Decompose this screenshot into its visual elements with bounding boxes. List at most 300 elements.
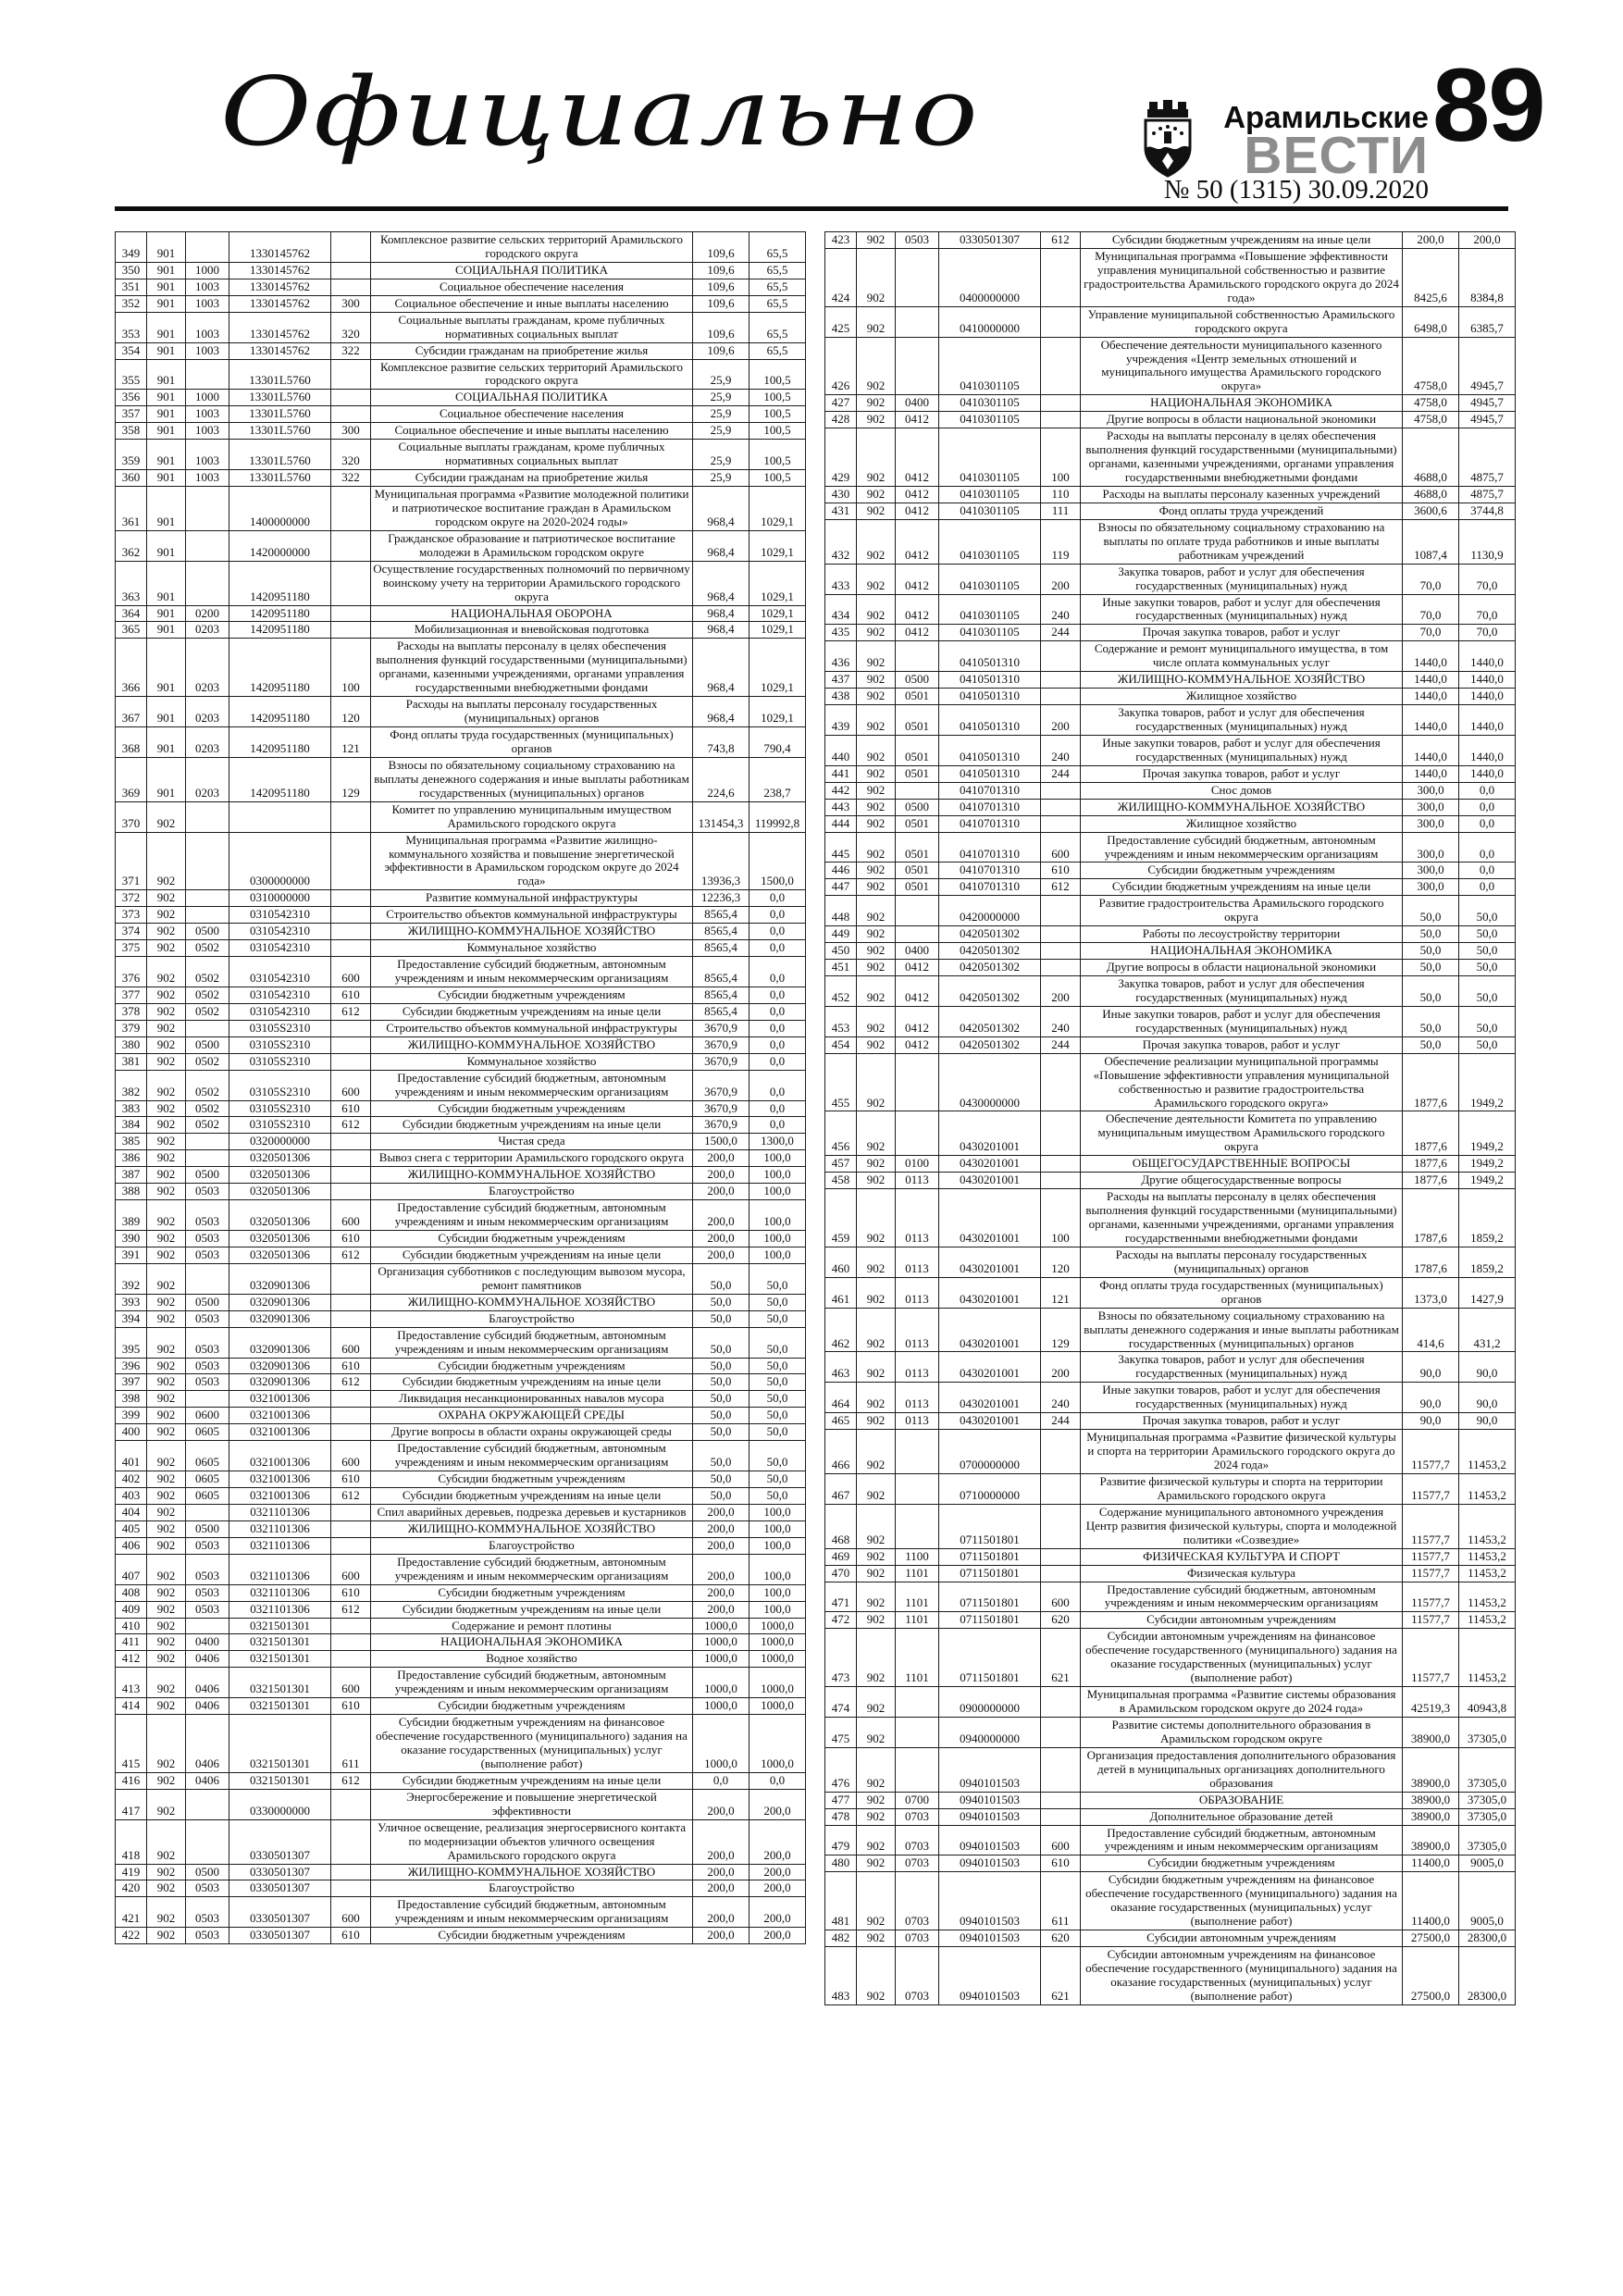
section-code (186, 1789, 229, 1819)
amount-col-1: 200,0 (693, 1928, 750, 1944)
amount-col-1: 8565,4 (693, 907, 750, 924)
row-number: 349 (116, 232, 147, 263)
expense-type-code (1041, 1473, 1081, 1504)
description: Расходы на выплаты персоналу в целях обеспечения выполнения функций государственными (муниципальными) органами, казенными учреждениями, органами управления государственными внебюджетными фондами (1081, 1189, 1403, 1247)
amount-col-1: 200,0 (693, 1864, 750, 1880)
amount-col-1: 1440,0 (1403, 765, 1459, 782)
expense-type-code (1041, 799, 1081, 815)
target-article-code: 0410701310 (939, 815, 1041, 832)
expense-type-code: 612 (331, 1772, 371, 1789)
amount-col-2: 50,0 (750, 1424, 806, 1441)
section-code (186, 232, 229, 263)
target-article-code: 1420951180 (229, 605, 331, 622)
section-code: 1003 (186, 440, 229, 470)
section-code (186, 890, 229, 907)
amount-col-2: 0,0 (750, 1003, 806, 1020)
amount-col-1: 50,0 (1403, 960, 1459, 976)
target-article-code: 0420501302 (939, 976, 1041, 1007)
budget-table-row (116, 1294, 806, 1310)
amount-col-1: 200,0 (693, 1167, 750, 1184)
row-number: 397 (116, 1374, 147, 1391)
budget-table-row (825, 1006, 1516, 1036)
budget-table-row (825, 1156, 1516, 1173)
expense-type-code: 200 (1041, 976, 1081, 1007)
description: Развитие физической культуры и спорта на территории Арамильского городского округа (1081, 1473, 1403, 1504)
grbs-code: 902 (857, 1629, 896, 1687)
budget-table-row (825, 735, 1516, 765)
amount-col-2: 1440,0 (1459, 689, 1516, 705)
grbs-code: 902 (857, 1747, 896, 1792)
target-article-code: 0330501307 (229, 1864, 331, 1880)
target-article-code: 0900000000 (939, 1687, 1041, 1718)
amount-col-2: 65,5 (750, 295, 806, 312)
grbs-code: 902 (147, 1020, 186, 1036)
section-code: 0203 (186, 757, 229, 801)
section-code: 0406 (186, 1651, 229, 1668)
section-code: 0500 (186, 1167, 229, 1184)
row-number: 379 (116, 1020, 147, 1036)
grbs-code: 901 (147, 470, 186, 487)
budget-table-row (825, 1430, 1516, 1474)
description: СОЦИАЛЬНАЯ ПОЛИТИКА (371, 390, 693, 406)
description: Мобилизационная и вневойсковая подготовка (371, 622, 693, 639)
grbs-code: 902 (857, 594, 896, 625)
grbs-code: 901 (147, 639, 186, 697)
amount-col-2: 1029,1 (750, 639, 806, 697)
section-code (896, 1504, 939, 1548)
section-code: 0406 (186, 1698, 229, 1715)
amount-col-1: 300,0 (1403, 879, 1459, 896)
description: Социальные выплаты гражданам, кроме публичных нормативных социальных выплат (371, 440, 693, 470)
amount-col-2: 11453,2 (1459, 1629, 1516, 1687)
section-code: 0501 (896, 879, 939, 896)
amount-col-2: 1029,1 (750, 487, 806, 531)
grbs-code: 902 (857, 1872, 896, 1930)
amount-col-2: 50,0 (750, 1471, 806, 1488)
description: Субсидии бюджетным учреждениям на иные цели (371, 1003, 693, 1020)
target-article-code: 0321501301 (229, 1618, 331, 1634)
expense-type-code: 610 (331, 1100, 371, 1117)
expense-type-code: 600 (331, 1441, 371, 1471)
row-number: 356 (116, 390, 147, 406)
target-article-code: 0321001306 (229, 1424, 331, 1441)
grbs-code: 902 (857, 1504, 896, 1548)
grbs-code: 902 (857, 248, 896, 306)
expense-type-code (1041, 1565, 1081, 1582)
target-article-code: 1420951180 (229, 639, 331, 697)
amount-col-1: 1440,0 (1403, 672, 1459, 689)
budget-table-row (116, 940, 806, 957)
expense-type-code (331, 940, 371, 957)
amount-col-2: 50,0 (1459, 960, 1516, 976)
section-code: 0412 (896, 428, 939, 487)
target-article-code: 0310000000 (229, 890, 331, 907)
section-code: 0203 (186, 622, 229, 639)
target-article-code: 1420951180 (229, 622, 331, 639)
row-number: 440 (825, 735, 857, 765)
description: НАЦИОНАЛЬНАЯ ЭКОНОМИКА (1081, 395, 1403, 412)
target-article-code: 0321501301 (229, 1651, 331, 1668)
amount-col-2: 0,0 (1459, 799, 1516, 815)
budget-table-row (116, 359, 806, 390)
amount-col-1: 8565,4 (693, 987, 750, 1003)
grbs-code: 902 (857, 641, 896, 672)
section-code: 0503 (896, 232, 939, 249)
grbs-code: 901 (147, 312, 186, 342)
target-article-code: 13301L5760 (229, 406, 331, 423)
amount-col-2: 11453,2 (1459, 1582, 1516, 1612)
row-number: 362 (116, 530, 147, 561)
target-article-code: 0400000000 (939, 248, 1041, 306)
description: Организация предоставления дополнительного образования детей в муниципальных организациях дополнительного образования (1081, 1747, 1403, 1792)
target-article-code: 1330145762 (229, 312, 331, 342)
section-code (186, 561, 229, 605)
budget-table-row (825, 232, 1516, 249)
grbs-code: 901 (147, 279, 186, 295)
expense-type-code (331, 1184, 371, 1200)
row-number: 393 (116, 1294, 147, 1310)
section-code: 0412 (896, 594, 939, 625)
amount-col-2: 11453,2 (1459, 1612, 1516, 1629)
row-number: 409 (116, 1601, 147, 1618)
grbs-code: 902 (857, 863, 896, 879)
budget-table-row (116, 1053, 806, 1070)
amount-col-1: 25,9 (693, 390, 750, 406)
row-number: 374 (116, 924, 147, 940)
description: Предоставление субсидий бюджетным, автономным учреждениям и иным некоммерческим организациям (371, 1200, 693, 1231)
issue-date-line: № 50 (1315) 30.09.2020 (1163, 175, 1429, 205)
amount-col-2: 28300,0 (1459, 1930, 1516, 1947)
row-number: 452 (825, 976, 857, 1007)
budget-table-row (116, 279, 806, 295)
row-number: 350 (116, 262, 147, 279)
expense-type-code: 110 (1041, 486, 1081, 503)
expense-type-code: 111 (1041, 503, 1081, 519)
description: Иные закупки товаров, работ и услуг для обеспечения государственных (муниципальных) нужд (1081, 1383, 1403, 1413)
row-number: 443 (825, 799, 857, 815)
grbs-code: 902 (147, 1601, 186, 1618)
expense-type-code (1041, 1156, 1081, 1173)
amount-col-2: 200,0 (750, 1789, 806, 1819)
amount-col-1: 11577,7 (1403, 1548, 1459, 1565)
description: Субсидии бюджетным учреждениям на иные цели (371, 1601, 693, 1618)
description: ЖИЛИЩНО-КОММУНАЛЬНОЕ ХОЗЯЙСТВО (1081, 672, 1403, 689)
amount-col-2: 1440,0 (1459, 641, 1516, 672)
grbs-code: 902 (857, 1173, 896, 1189)
row-number: 370 (116, 801, 147, 832)
description: Жилищное хозяйство (1081, 689, 1403, 705)
target-article-code: 0310542310 (229, 957, 331, 987)
amount-col-2: 1000,0 (750, 1634, 806, 1651)
amount-col-1: 109,6 (693, 342, 750, 359)
expense-type-code (331, 561, 371, 605)
description: Предоставление субсидий бюджетным, автономным учреждениям и иным некоммерческим организациям (1081, 1825, 1403, 1855)
grbs-code: 902 (147, 1554, 186, 1584)
amount-col-1: 968,4 (693, 530, 750, 561)
grbs-code: 902 (147, 1618, 186, 1634)
amount-col-2: 1300,0 (750, 1134, 806, 1150)
section-code: 0703 (896, 1825, 939, 1855)
page-title: Официально (220, 57, 981, 168)
budget-table-right-column (824, 231, 1516, 2005)
budget-table-row (825, 1687, 1516, 1718)
budget-table-row (116, 1715, 806, 1773)
section-code (896, 1747, 939, 1792)
row-number: 482 (825, 1930, 857, 1947)
amount-col-1: 968,4 (693, 639, 750, 697)
target-article-code: 0321101306 (229, 1601, 331, 1618)
section-code: 0500 (186, 1520, 229, 1537)
description: ЖИЛИЩНО-КОММУНАЛЬНОЕ ХОЗЯЙСТВО (371, 1520, 693, 1537)
expense-type-code (1041, 689, 1081, 705)
budget-table-row (116, 801, 806, 832)
target-article-code: 0310542310 (229, 907, 331, 924)
description: Содержание и ремонт муниципального имущества, в том числе оплата коммунальных услуг (1081, 641, 1403, 672)
amount-col-2: 0,0 (750, 1772, 806, 1789)
row-number: 368 (116, 727, 147, 758)
description: Взносы по обязательному социальному страхованию на выплаты денежного содержания и иные выплаты работникам государственных (муниципальных) органов (1081, 1308, 1403, 1352)
expense-type-code: 621 (1041, 1947, 1081, 2005)
target-article-code: 03105S2310 (229, 1100, 331, 1117)
expense-type-code (1041, 1111, 1081, 1156)
description: Осуществление государственных полномочий по первичному воинскому учету на территории Арамильского городского округа (371, 561, 693, 605)
target-article-code: 13301L5760 (229, 359, 331, 390)
amount-col-1: 25,9 (693, 406, 750, 423)
amount-col-1: 200,0 (693, 1819, 750, 1864)
amount-col-2: 50,0 (750, 1441, 806, 1471)
description: Социальное обеспечение и иные выплаты населению (371, 423, 693, 440)
budget-table-row (116, 561, 806, 605)
amount-col-2: 50,0 (750, 1263, 806, 1294)
amount-col-1: 50,0 (1403, 976, 1459, 1007)
grbs-code: 901 (147, 359, 186, 390)
grbs-code: 901 (147, 727, 186, 758)
section-code: 0400 (896, 395, 939, 412)
description: СОЦИАЛЬНАЯ ПОЛИТИКА (371, 262, 693, 279)
grbs-code: 902 (857, 337, 896, 395)
budget-table-row (825, 564, 1516, 594)
budget-table-row (116, 1441, 806, 1471)
grbs-code: 902 (147, 1520, 186, 1537)
row-number: 380 (116, 1036, 147, 1053)
target-article-code: 0940101503 (939, 1825, 1041, 1855)
amount-col-1: 25,9 (693, 423, 750, 440)
expense-type-code (1041, 395, 1081, 412)
budget-table-row (825, 1504, 1516, 1548)
description: Субсидии гражданам на приобретение жилья (371, 342, 693, 359)
grbs-code: 902 (857, 232, 896, 249)
target-article-code: 03105S2310 (229, 1070, 331, 1100)
description: Субсидии бюджетным учреждениям на финансовое обеспечение государственного (муниципального) задания на оказание государственных (муниципальных) услуг (выполнение работ) (1081, 1872, 1403, 1930)
expense-type-code: 612 (331, 1488, 371, 1505)
expense-type-code: 240 (1041, 1383, 1081, 1413)
amount-col-1: 200,0 (693, 1897, 750, 1928)
description: Взносы по обязательному социальному страхованию на выплаты по оплате труда работников и иные выплаты работникам учреждений (1081, 519, 1403, 564)
grbs-code: 902 (857, 960, 896, 976)
budget-table-row (825, 1717, 1516, 1747)
section-code (896, 1053, 939, 1111)
grbs-code: 902 (857, 896, 896, 926)
amount-col-1: 50,0 (693, 1488, 750, 1505)
budget-table-row (116, 639, 806, 697)
row-number: 361 (116, 487, 147, 531)
amount-col-1: 11577,7 (1403, 1582, 1459, 1612)
expense-type-code (1041, 896, 1081, 926)
budget-table-row (116, 1618, 806, 1634)
section-code: 0113 (896, 1247, 939, 1277)
row-number: 448 (825, 896, 857, 926)
amount-col-2: 4875,7 (1459, 428, 1516, 487)
target-article-code: 0310542310 (229, 1003, 331, 1020)
target-article-code: 0410701310 (939, 782, 1041, 799)
expense-type-code (331, 406, 371, 423)
budget-table-row (116, 697, 806, 727)
target-article-code: 0430201001 (939, 1413, 1041, 1430)
target-article-code: 0320000000 (229, 1134, 331, 1150)
section-code (896, 926, 939, 943)
description: Муниципальная программа «Развитие системы образования в Арамильском городском округе до 2024 года» (1081, 1687, 1403, 1718)
amount-col-1: 1877,6 (1403, 1053, 1459, 1111)
grbs-code: 902 (857, 672, 896, 689)
amount-col-1: 3670,9 (693, 1070, 750, 1100)
row-number: 461 (825, 1277, 857, 1308)
amount-col-2: 1000,0 (750, 1618, 806, 1634)
amount-col-1: 11400,0 (1403, 1855, 1459, 1872)
section-code: 0113 (896, 1308, 939, 1352)
budget-table-row (116, 1520, 806, 1537)
budget-table-row (825, 519, 1516, 564)
target-article-code: 0410301105 (939, 486, 1041, 503)
budget-table-row (825, 689, 1516, 705)
target-article-code: 0711501801 (939, 1612, 1041, 1629)
amount-col-2: 1440,0 (1459, 672, 1516, 689)
expense-type-code (1041, 1747, 1081, 1792)
amount-col-1: 109,6 (693, 232, 750, 263)
section-code: 0600 (186, 1408, 229, 1424)
grbs-code: 902 (857, 486, 896, 503)
target-article-code: 1420951180 (229, 561, 331, 605)
grbs-code: 902 (147, 1053, 186, 1070)
grbs-code: 901 (147, 342, 186, 359)
grbs-code: 902 (857, 625, 896, 641)
grbs-code: 901 (147, 390, 186, 406)
budget-table-row (825, 960, 1516, 976)
amount-col-2: 0,0 (750, 1117, 806, 1134)
row-number: 459 (825, 1189, 857, 1247)
section-code: 0503 (186, 1231, 229, 1247)
grbs-code: 902 (857, 765, 896, 782)
grbs-code: 902 (857, 689, 896, 705)
section-code: 0501 (896, 832, 939, 863)
budget-table-row (825, 1383, 1516, 1413)
section-code: 0605 (186, 1441, 229, 1471)
grbs-code: 902 (147, 1150, 186, 1167)
amount-col-2: 11453,2 (1459, 1565, 1516, 1582)
amount-col-1: 1877,6 (1403, 1173, 1459, 1189)
description: Чистая среда (371, 1134, 693, 1150)
expense-type-code: 610 (1041, 863, 1081, 879)
section-code: 0501 (896, 815, 939, 832)
grbs-code: 902 (857, 1548, 896, 1565)
amount-col-1: 968,4 (693, 561, 750, 605)
row-number: 359 (116, 440, 147, 470)
amount-col-2: 0,0 (1459, 879, 1516, 896)
target-article-code: 0320901306 (229, 1374, 331, 1391)
section-code: 0400 (186, 1634, 229, 1651)
target-article-code: 1330145762 (229, 262, 331, 279)
section-code: 0400 (896, 943, 939, 960)
amount-col-2: 100,5 (750, 406, 806, 423)
section-code (186, 801, 229, 832)
budget-table-row (116, 987, 806, 1003)
section-code: 0203 (186, 727, 229, 758)
grbs-code: 901 (147, 697, 186, 727)
budget-table-row (825, 1582, 1516, 1612)
expense-type-code (331, 1167, 371, 1184)
target-article-code: 0300000000 (229, 832, 331, 890)
row-number: 428 (825, 412, 857, 428)
budget-table-row (825, 248, 1516, 306)
amount-col-2: 0,0 (1459, 863, 1516, 879)
row-number: 442 (825, 782, 857, 799)
amount-col-2: 1000,0 (750, 1651, 806, 1668)
target-article-code: 0711501801 (939, 1565, 1041, 1582)
budget-table-row (116, 924, 806, 940)
budget-table-row (825, 1173, 1516, 1189)
target-article-code: 0410301105 (939, 594, 1041, 625)
budget-table-row (116, 470, 806, 487)
expense-type-code (1041, 782, 1081, 799)
budget-table-row (116, 1634, 806, 1651)
row-number: 390 (116, 1231, 147, 1247)
grbs-code: 902 (147, 987, 186, 1003)
budget-table-row (825, 625, 1516, 641)
expense-type-code (331, 279, 371, 295)
grbs-code: 902 (857, 879, 896, 896)
target-article-code: 0410501310 (939, 672, 1041, 689)
section-code (186, 359, 229, 390)
amount-col-1: 11577,7 (1403, 1629, 1459, 1687)
header-divider-rule (115, 206, 1508, 211)
grbs-code: 902 (147, 1504, 186, 1520)
target-article-code: 0320901306 (229, 1310, 331, 1327)
amount-col-1: 50,0 (1403, 943, 1459, 960)
amount-col-1: 3670,9 (693, 1100, 750, 1117)
grbs-code: 902 (857, 1855, 896, 1872)
grbs-code: 902 (147, 1772, 186, 1789)
amount-col-2: 1859,2 (1459, 1189, 1516, 1247)
section-code: 0502 (186, 1003, 229, 1020)
target-article-code: 0320901306 (229, 1263, 331, 1294)
section-code: 0412 (896, 1006, 939, 1036)
expense-type-code: 600 (1041, 1582, 1081, 1612)
amount-col-2: 100,5 (750, 359, 806, 390)
description: Предоставление субсидий бюджетным, автономным учреждениям и иным некоммерческим организациям (371, 1070, 693, 1100)
expense-type-code: 121 (331, 727, 371, 758)
section-code: 0113 (896, 1352, 939, 1383)
description: Закупка товаров, работ и услуг для обеспечения государственных (муниципальных) нужд (1081, 564, 1403, 594)
grbs-code: 902 (147, 1134, 186, 1150)
grbs-code: 902 (857, 1006, 896, 1036)
description: Содержание и ремонт плотины (371, 1618, 693, 1634)
target-article-code: 0320501306 (229, 1184, 331, 1200)
amount-col-1: 50,0 (693, 1263, 750, 1294)
target-article-code: 0330501307 (229, 1928, 331, 1944)
budget-table-row (116, 423, 806, 440)
description: ЖИЛИЩНО-КОММУНАЛЬНОЕ ХОЗЯЙСТВО (371, 1864, 693, 1880)
budget-table-row (116, 1231, 806, 1247)
amount-col-2: 100,0 (750, 1167, 806, 1184)
